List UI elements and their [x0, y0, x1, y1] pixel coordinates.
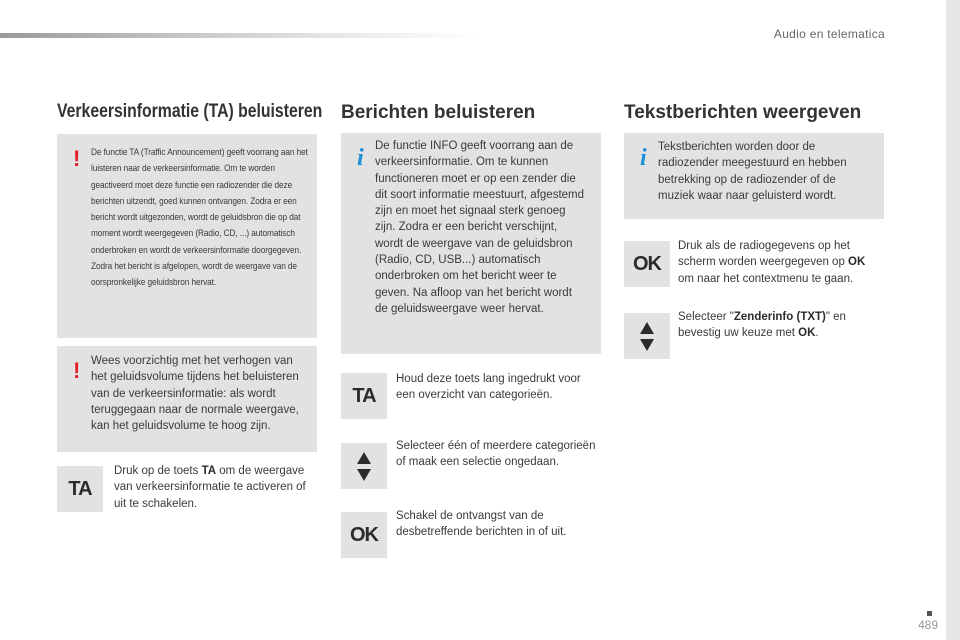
- col3-step1-text: Druk als de radiogegevens op het scherm worden weergegeven op OK om naar het contextmenu te gaan.: [678, 240, 866, 285]
- arrow-down-icon: [640, 339, 654, 351]
- col2-step3-text: Schakel de ontvangst van de desbetreffende berichten in of uit.: [396, 510, 567, 539]
- col1-note2-text: Wees voorzichtig met het verhogen van het geluidsvolume tijdens het beluisteren van de verkeersinformatie: als wordt teruggegaan naar de normale weergave, kan het geluidsvolume te hoog zijn.: [91, 355, 299, 433]
- info-icon: i: [640, 145, 647, 171]
- up-down-arrows-icon: [341, 443, 387, 489]
- col2-info-note: [341, 133, 601, 354]
- page-side-strip: [946, 0, 960, 640]
- col2-step2-text: Selecteer één of meerdere categorieën of maak een selectie ongedaan.: [396, 440, 596, 469]
- arrow-down-icon: [357, 469, 371, 481]
- ta-button-icon: TA: [57, 466, 103, 512]
- col3-info-note: [624, 133, 884, 219]
- col3-note-text: Tekstberichten worden door de radiozender meegestuurd en hebben betrekking op de radiozender of de muziek waar naar geluisterd wordt.: [658, 141, 847, 202]
- page-number: 489: [917, 618, 938, 632]
- col1-warning-note-2: [57, 346, 317, 452]
- col1-note1-text: De functie TA (Traffic Announcement) geeft voorrang aan het luisteren naar de verkeersinformatie. Om te worden geactiveerd moet deze functie een radiozender die deze berichten uitzendt, goed kunnen ontvangen. Zodra er een bericht wordt uitgezonden, wordt de geluidsbron die op dat moment wordt weergegeven (Radio, CD, ...) automatisch onderbroken en wordt de verkeersinformatie doorgegeven. Zodra het bericht is afgelopen, wordt de weergave van de oorspronkelijke geluidsbron hervat.: [91, 147, 308, 288]
- col2-step1-text: Houd deze toets lang ingedrukt voor een overzicht van categorieën.: [396, 373, 581, 402]
- col3-title: Tekstberichten weergeven: [624, 102, 862, 123]
- page-marker: [927, 611, 932, 616]
- arrow-up-icon: [357, 452, 371, 464]
- col1-warning-note-1: [57, 134, 317, 338]
- col2-title: Berichten beluisteren: [341, 102, 536, 123]
- col1-title: Verkeersinformatie (TA) beluisteren: [57, 101, 323, 122]
- up-down-arrows-icon: [624, 313, 670, 359]
- ta-button-icon: TA: [341, 373, 387, 419]
- arrow-up-icon: [640, 322, 654, 334]
- col3-step2-text: Selecteer "Zenderinfo (TXT)" en bevestig uw keuze met OK.: [678, 311, 846, 340]
- warning-icon: !: [73, 358, 81, 383]
- section-header: Audio en telematica: [773, 27, 885, 41]
- header-gradient-bar: [0, 33, 480, 38]
- col1-step1-text: Druk op de toets TA om de weergave van verkeersinformatie te activeren of uit te schakelen.: [114, 465, 306, 510]
- col2-note-text: De functie INFO geeft voorrang aan de verkeersinformatie. Om te kunnen functioneren moet er op een zender die dit soort informatie meestuurt, afgestemd zijn en moet het signaal sterk genoeg zijn. Zodra er een bericht verschijnt, wordt de weergave van de geluidsbron (Radio, CD, USB...) automatisch onderbroken om het bericht weer te geven. Na afloop van het bericht wordt de geluidsweergave weer hervat.: [375, 140, 585, 315]
- warning-icon: !: [73, 146, 81, 171]
- ok-button-icon: OK: [341, 512, 387, 558]
- ok-button-icon: OK: [624, 241, 670, 287]
- info-icon: i: [357, 145, 364, 171]
